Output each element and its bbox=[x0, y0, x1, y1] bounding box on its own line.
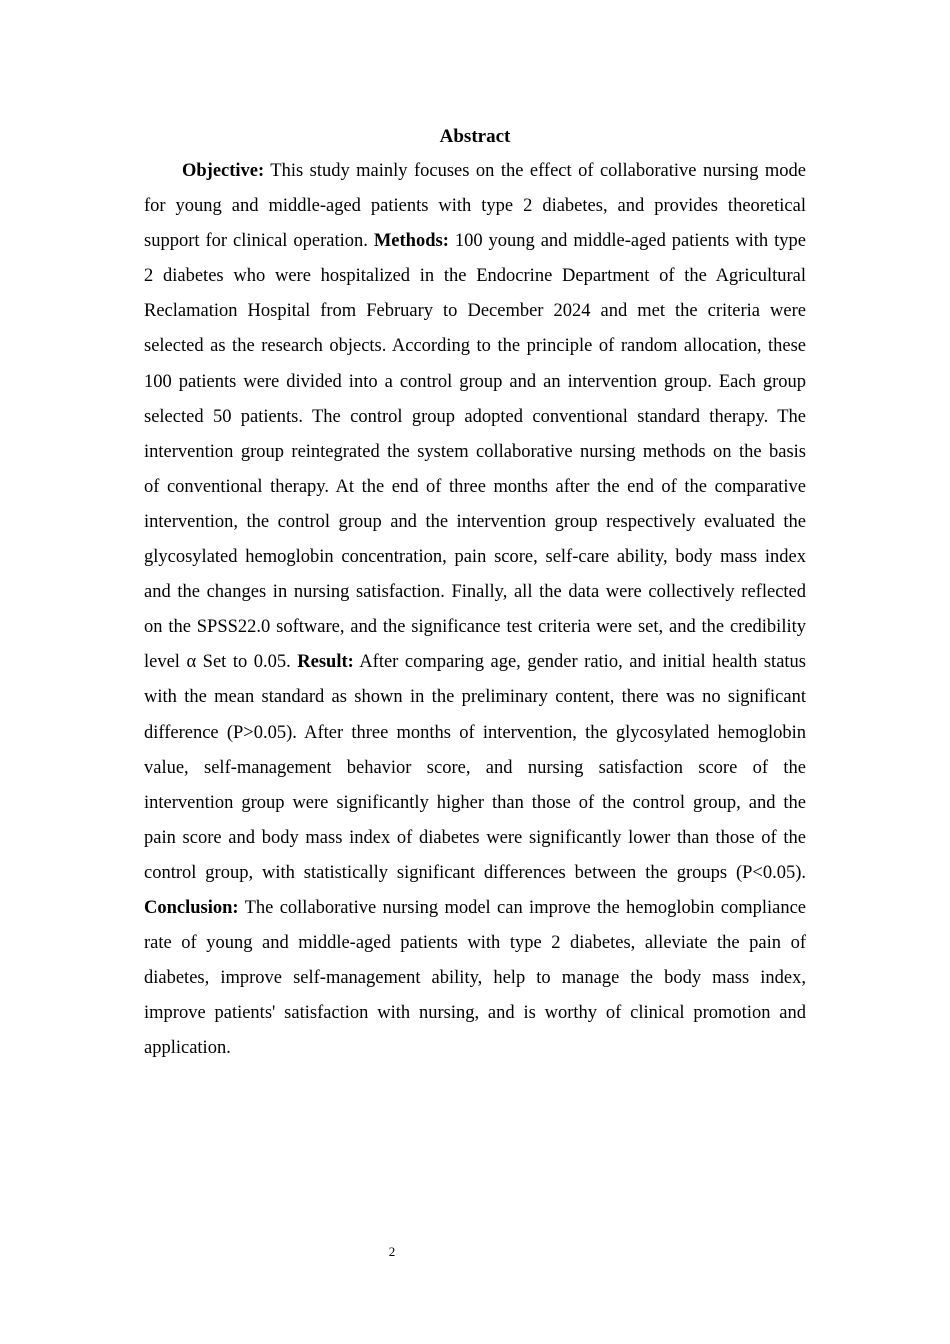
result-text: After comparing age, gender ratio, and initial health status with the mean standard as shown in the preliminary content, there was no significant difference (P>0.05). After three months of intervention, the glycosylated hemoglobin value, self-management behavior score, and nursing satisfaction score of the intervention group were significantly higher than those of the control group, and the pain score and body mass index of diabetes were significantly lower than those of the control group, with statistically significant differences between the groups (P<0.05). bbox=[144, 652, 806, 883]
result-label: Result: bbox=[297, 652, 354, 673]
abstract-paragraph bbox=[144, 154, 806, 1066]
page-number: 2 bbox=[388, 1244, 396, 1259]
conclusion-label: Conclusion: bbox=[144, 897, 239, 918]
methods-label: Methods: bbox=[373, 231, 449, 252]
objective-text: This study mainly focuses on the effect of collaborative nursing mode for young and middle-aged patients with type 2 diabetes, and provides theoretical support for clinical operation. bbox=[144, 161, 806, 252]
conclusion-text: The collaborative nursing model can improve the hemoglobin compliance rate of young and middle-aged patients with type 2 diabetes, alleviate the pain of diabetes, improve self-management ability, help to manage the body mass index, improve patients' satisfaction with nursing, and is worthy of clinical promotion and application. bbox=[144, 897, 806, 1059]
abstract-title: Abstract bbox=[439, 126, 511, 147]
methods-text: 100 young and middle-aged patients with type 2 diabetes who were hospitalized in the Endocrine Department of the Agricultural Reclamation Hospital from February to December 2024 and met the criteria were selected as the research objects. According to the principle of random allocation, these 100 patients were divided into a control group and an intervention group. Each group selected 50 patients. The control group adopted conventional standard therapy. The intervention group reintegrated the system collaborative nursing methods on the basis of conventional therapy. At the end of three months after the end of the comparative intervention, the control group and the intervention group respectively evaluated the glycosylated hemoglobin concentration, pain score, self-care ability, body mass index and the changes in nursing satisfaction. Finally, all the data were collectively reflected on the SPSS22.0 software, and the significance test criteria were set, and the credibility level α Set to 0.05. bbox=[144, 231, 806, 673]
objective-label: Objective: bbox=[182, 161, 265, 181]
